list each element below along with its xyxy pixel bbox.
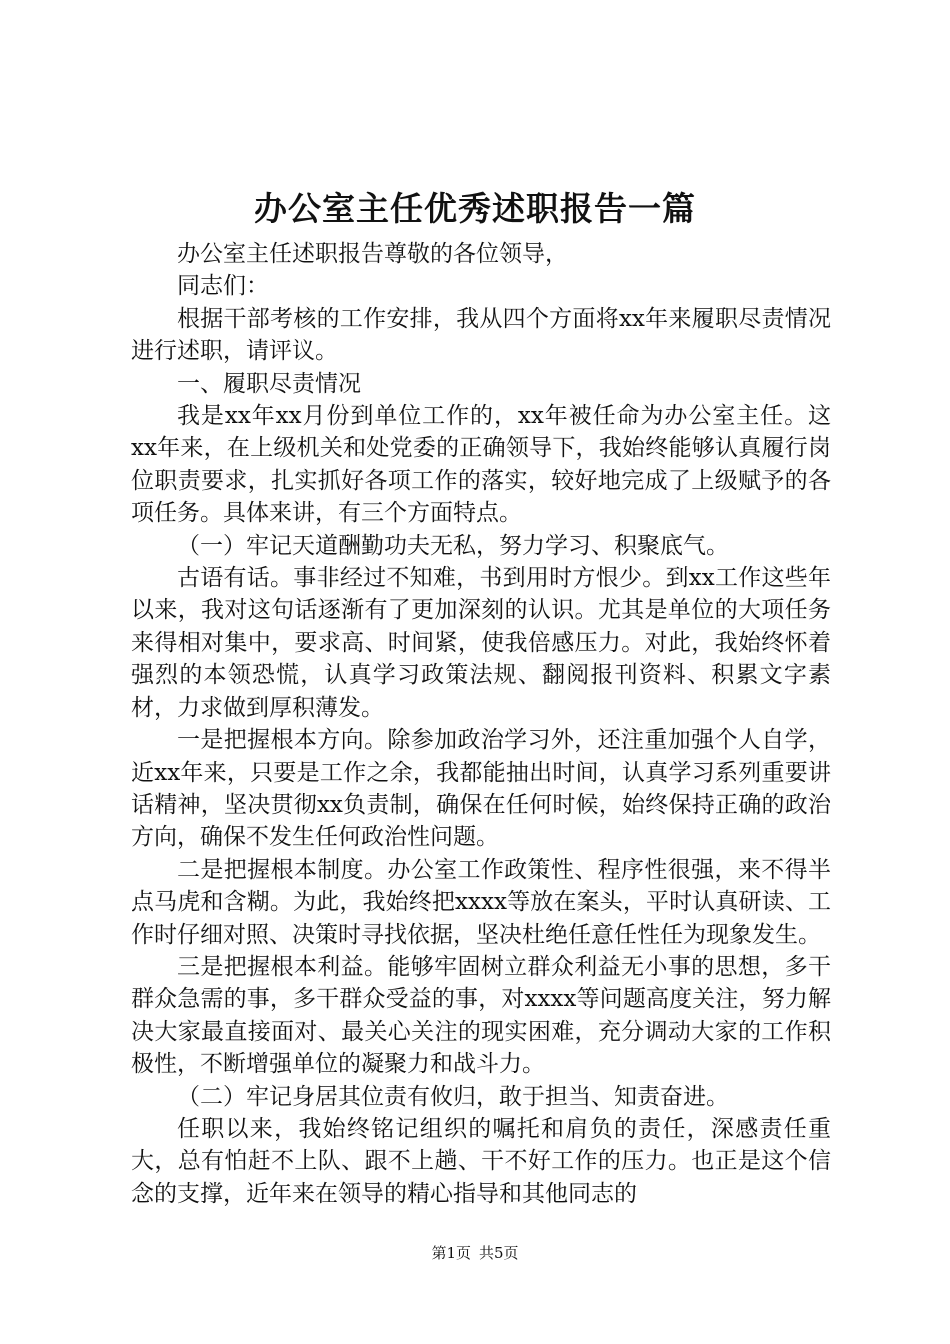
paragraph-body: 我是xx年xx月份到单位工作的，xx年被任命为办公室主任。这xx年来，在上级机关和处党委的正确领导下，我始终能够认真履行岗位职责要求，扎实抓好各项工作的落实，较好地完成了上级赋予的各项任务。具体来讲，有三个方面特点。 (131, 403, 831, 527)
paragraph-salutation: 办公室主任述职报告尊敬的各位领导， (177, 241, 568, 267)
paragraph-body: 古语有话。事非经过不知难，书到用时方恨少。到xx工作这些年以来，我对这句话逐渐有了更加深刻的认识。尤其是单位的大项任务来得相对集中，要求高、时间紧，使我倍感压力。对此，我始终怀着强烈的本领恐慌，认真学习政策法规、翻阅报刊资料、积累文字素材，力求做到厚积薄发。 (131, 565, 831, 721)
subsection-heading-2: （二）牢记身居其位责有攸归，敢于担当、知责奋进。 (177, 1083, 729, 1110)
subsection-heading-1: （一）牢记天道酬勤功夫无私，努力学习、积聚底气。 (177, 532, 729, 559)
paragraph-body: 任职以来，我始终铭记组织的嘱托和肩负的责任，深感责任重大，总有怕赶不上队、跟不上趟、干不好工作的压力。也正是这个信念的支撑，近年来在领导的精心指导和其他同志的 (131, 1115, 831, 1207)
paragraph-salutation-2: 同志们： (177, 273, 269, 300)
paragraph-body: 二是把握根本制度。办公室工作政策性、程序性很强，来不得半点马虎和含糊。为此，我始终把xxxx等放在案头，平时认真研读、工作时仔细对照、决策时寻找依据，坚决杜绝任意任性任为现象发生。 (131, 856, 831, 948)
paragraph-body: 三是把握根本利益。能够牢固树立群众利益无小事的思想，多干群众急需的事，多干群众受益的事，对xxxx等问题高度关注，努力解决大家最直接面对、最关心关注的现实困难，充分调动大家的工作积极性，不断增强单位的凝聚力和战斗力。 (131, 953, 831, 1078)
paragraph-intro: 根据干部考核的工作安排，我从四个方面将xx年来履职尽责情况进行述职，请评议。 (131, 305, 831, 365)
section-heading-1: 一、履职尽责情况 (177, 370, 361, 397)
document-title: 办公室主任优秀述职报告一篇 (254, 189, 696, 228)
page-number-total: 共5页 (479, 1244, 519, 1262)
paragraph-body: 一是把握根本方向。除参加政治学习外，还注重加强个人自学，近xx年来，只要是工作之余，我都能抽出时间，认真学习系列重要讲话精神，坚决贯彻xx负责制，确保在任何时候，始终保持正确的政治方向，确保不发生任何政治性问题。 (131, 727, 831, 851)
page-number-current: 第1页 (431, 1244, 471, 1262)
document-body (131, 238, 831, 1210)
page-footer (0, 1242, 950, 1264)
